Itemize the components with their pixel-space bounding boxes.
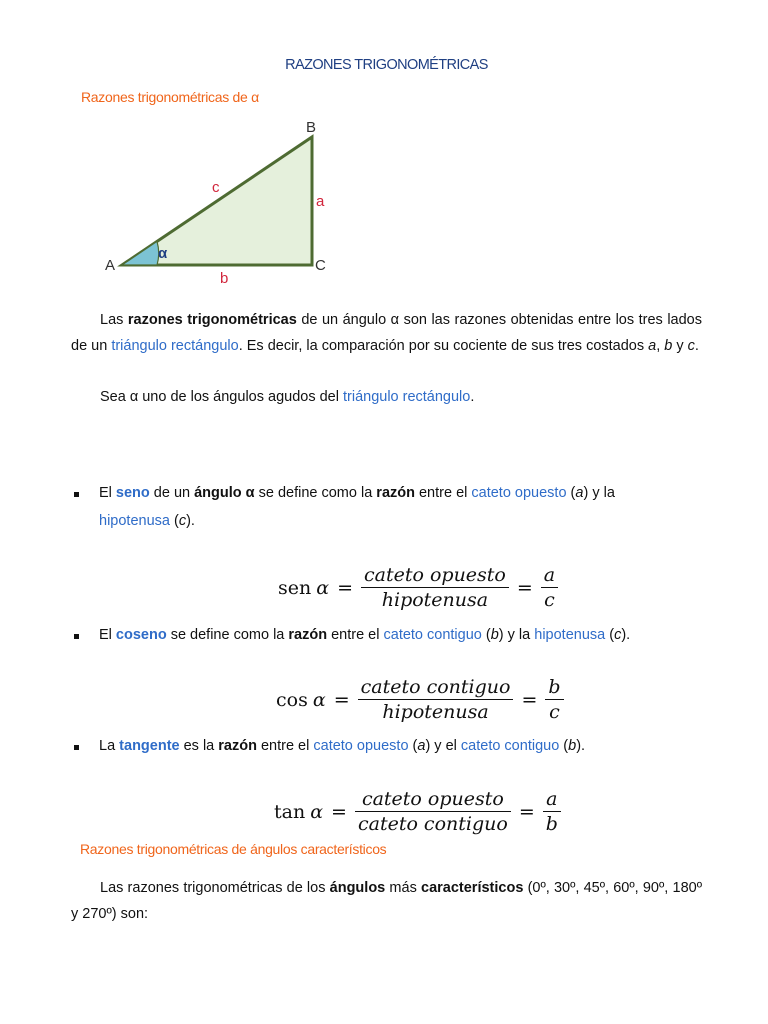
fraction-coseno-letters: $\frac{b}{c}$ xyxy=(545,675,563,724)
link-cateto-opuesto[interactable]: cateto opuesto xyxy=(471,485,567,501)
formula-tangente: tan α = $\frac{\text{cateto opuesto}}{\text{cateto contiguo}}$ = $\frac{a}{b}$ xyxy=(274,787,561,836)
angle-paragraph: Sea α uno de los ángulos agudos del triángulo rectángulo. xyxy=(100,389,475,405)
term-coseno[interactable]: coseno xyxy=(115,627,167,643)
vertex-label-a-upper: A xyxy=(105,257,116,274)
fraction-seno-letters: $\frac{a}{c}$ xyxy=(541,563,558,612)
formula-coseno: cos α = $\frac{\text{cateto contiguo}}{\text{hipotenusa}}$ = $\frac{b}{c}$ xyxy=(276,675,564,724)
formula-seno: sen α = $\frac{\text{cateto opuesto}}{\text{hipotenusa}}$ = $\frac{a}{c}$ xyxy=(278,563,558,612)
term-seno[interactable]: seno xyxy=(115,485,150,501)
side-label-c: c xyxy=(212,179,220,196)
link-hipotenusa[interactable]: hipotenusa xyxy=(99,513,170,529)
link-cateto-contiguo-2[interactable]: cateto contiguo xyxy=(460,738,560,754)
bullet-marker-tangente xyxy=(74,745,79,750)
vertex-label-b-upper: B xyxy=(306,119,317,136)
bullet-seno: El seno de un ángulo α se define como la razón entre el cateto opuesto (a) y la hipotenusa (c). xyxy=(99,485,615,529)
link-cateto-contiguo[interactable]: cateto contiguo xyxy=(383,627,482,643)
link-cateto-opuesto-2[interactable]: cateto opuesto xyxy=(313,738,409,754)
link-hipotenusa-2[interactable]: hipotenusa xyxy=(534,627,606,643)
bullet-tangente: La tangente es la razón entre el cateto opuesto (a) y el cateto contiguo (b). xyxy=(99,738,586,754)
section-heading-alpha: Razones trigonométricas de α xyxy=(81,89,259,105)
fraction-tangente-words: $\frac{\text{cateto opuesto}}{\text{cateto contiguo}}$ xyxy=(355,787,511,836)
fraction-tangente-letters: $\frac{a}{b}$ xyxy=(543,787,561,836)
side-label-a: a xyxy=(316,193,325,210)
intro-paragraph: Las razones trigonométricas de un ángulo α son las razones obtenidas entre los tres lados de un triángulo rectángulo. Es decir, la comparación por su cociente de sus tres costados a, b y c. xyxy=(71,312,702,354)
bullet-marker-seno xyxy=(74,492,79,497)
characteristic-angles-paragraph: Las razones trigonométricas de los ángulos más característicos (0º, 30º, 45º, 60º, 90º, 180º y 270º) son: xyxy=(71,880,702,922)
link-triangulo-rectangulo-2[interactable]: triángulo rectángulo xyxy=(342,389,471,405)
link-triangulo-rectangulo[interactable]: triángulo rectángulo xyxy=(111,338,239,354)
page-title: RAZONES TRIGONOMÉTRICAS xyxy=(285,57,488,73)
vertex-label-c-upper: C xyxy=(315,257,326,274)
bullet-marker-coseno xyxy=(74,634,79,639)
bullet-coseno: El coseno se define como la razón entre el cateto contiguo (b) y la hipotenusa (c). xyxy=(99,627,631,643)
fraction-seno-words: $\frac{\text{cateto opuesto}}{\text{hipotenusa}}$ xyxy=(361,563,509,612)
right-triangle-diagram xyxy=(100,112,340,292)
side-label-b: b xyxy=(220,270,229,287)
term-tangente[interactable]: tangente xyxy=(119,738,180,754)
section-heading-characteristic-angles: Razones trigonométricas de ángulos característicos xyxy=(80,841,387,857)
angle-label-alpha: α xyxy=(158,245,168,262)
fraction-coseno-words: $\frac{\text{cateto contiguo}}{\text{hipotenusa}}$ xyxy=(358,675,514,724)
angle-alpha-marker xyxy=(122,241,159,265)
